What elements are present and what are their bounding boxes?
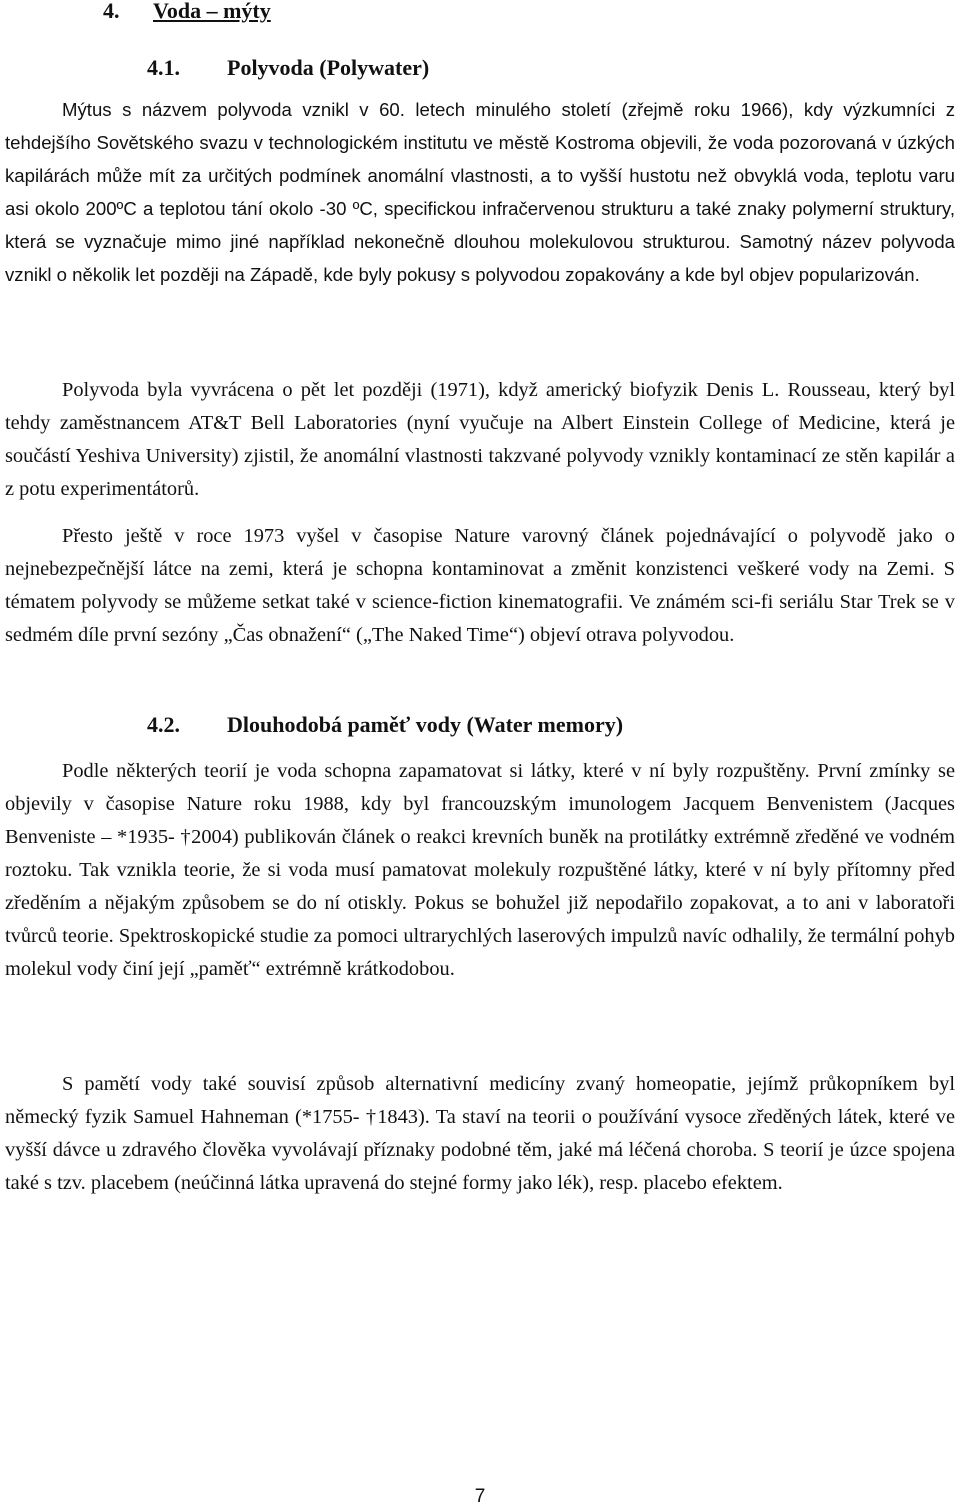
section-heading [103,0,271,26]
paragraph-homeopathy: S pamětí vody také souvisí způsob alternativní medicíny zvaný homeopatie, jejímž průkopníkem byl německý fyzik Samuel Hahneman (*1755- †1843). Ta staví na teorii o používání vysoce zředěných látek, které ve vyšší dávce u zdravého člověka vyvolávají příznaky podobné těm, jaké má léčená choroba. S teorií je úzce spojena také s tzv. placebem (neúčinná látka upravená do stejné formy jako lék), resp. placebo efektem. [5,1073,955,1194]
page-number: 7 [474,1486,486,1507]
subsection-title: Polyvoda (Polywater) [227,55,430,80]
paragraph-water-memory-theory: Podle některých teorií je voda schopna zapamatovat si látky, které v ní byly rozpuštěny. První zmínky se objevily v časopise Nature roku 1988, kdy byl francouzským imunologem Jacquem Benvenistem (Jacques Benveniste – *1935- †2004) publikován článek o reakci krevních buněk na protilátky extrémně zředěné ve vodném roztoku. Tak vznikla teorie, že si voda musí pamatovat molekuly rozpuštěné látky, které v ní byly přítomny před zředěním a nějakým způsobem se do ní otiskly. Pokus se bohužel již nepodařilo zopakovat, a to ani v laboratoři tvůrců teorie. Spektroskopické studie za pomoci ultrarychlých laserových impulzů navíc odhalily, že termální pohyb molekul vody činí její „paměť“ extrémně krátkodobou. [5,760,955,980]
paragraph-polywater-origin: Mýtus s názvem polyvoda vznikl v 60. letech minulého století (zřejmě roku 1966), kdy výzkumníci z tehdejšího Sovětského svazu v technologickém institutu ve městě Kostroma objevili, že voda pozorovaná v úzkých kapilárách může mít za určitých podmínek anomální vlastnosti, a to vyšší hustotu než obvyklá voda, teplotu varu asi okolo 200ºC a teplotou tání okolo -30 ºC, specifickou infračervenou strukturu a také znaky polymerní struktury, která se vyznačuje mimo jiné například nekonečně dlouhou molekulovou strukturou. Samotný název polyvoda vznikl o několik let později na Západě, kde byly pokusy s polyvodou zopakovány a kde byl objev popularizován. [5,99,955,285]
subsection-number: 4.2. [147,712,180,737]
paragraph-polywater-nature: Přesto ještě v roce 1973 vyšel v časopise Nature varovný článek pojednávající o polyvodě jako o nejnebezpečnější látce na zemi, která je schopna kontaminovat a změnit konzistenci veškeré vody na Zemi. S tématem polyvody se můžeme setkat také v science-fiction kinematografii. Ve známém sci-fi seriálu Star Trek se v sedmém díle první sezóny „Čas obnažení“ („The Naked Time“) objeví otrava polyvodou. [5,525,955,646]
subsection-number: 4.1. [147,55,180,80]
section-title: Voda – mýty [153,0,271,23]
section-number: 4. [103,0,120,23]
subsection-heading-water-memory [147,710,623,740]
subsection-heading-polywater [147,53,429,83]
subsection-title: Dlouhodobá paměť vody (Water memory) [227,712,624,737]
paragraph-polywater-refuted: Polyvoda byla vyvrácena o pět let později (1971), když americký biofyzik Denis L. Rousseau, který byl tehdy zaměstnancem AT&T Bell Laboratories (nyní vyučuje na Albert Einstein College of Medicine, která je součástí Yeshiva University) zjistil, že anomální vlastnosti takzvané polyvody vznikly kontaminací ze stěn kapilár a z potu experimentátorů. [5,379,955,500]
